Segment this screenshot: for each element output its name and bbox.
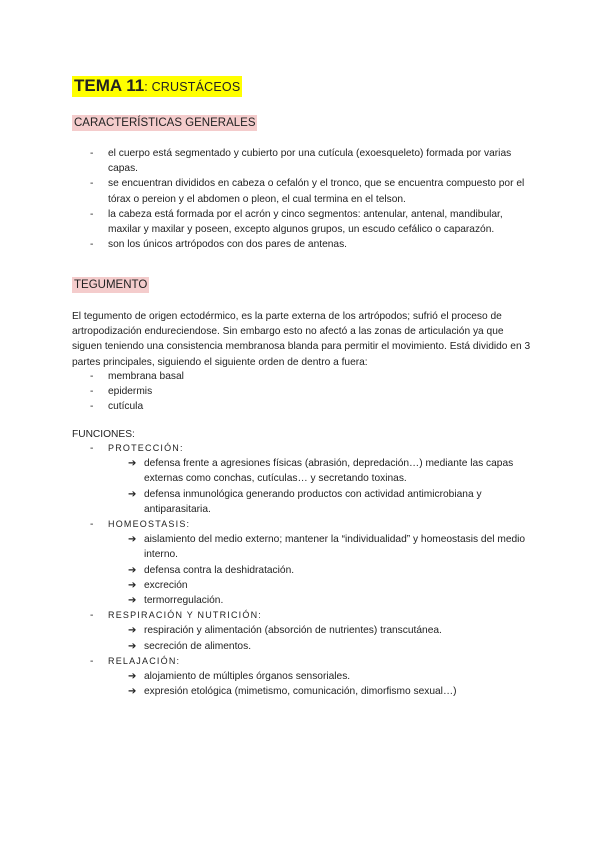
- list-item: ➔ secreción de alimentos.: [128, 639, 530, 654]
- tegumento-parts-list: [90, 369, 530, 415]
- dash-bullet: -: [90, 371, 94, 382]
- arrow-icon: ➔: [128, 488, 137, 500]
- tegumento-paragraph: El tegumento de origen ectodérmico, es la parte externa de los artrópodos; sufrió el proceso de artropodización endureciendose. Sin embargo esto no afectó a las zonas de articulación ya que siguen teniendo una consistencia membranosa blanda para permitir el movimiento. Está dividido en 3 partes principales, siguiendo el siguiente orden de dentro a fuera:: [72, 311, 531, 368]
- arrow-icon: ➔: [128, 595, 137, 607]
- function-group-heading: - HOMEOSTASIS:: [90, 517, 530, 532]
- dash-bullet: -: [90, 655, 94, 667]
- list-item: ➔ defensa contra la deshidratación.: [128, 563, 530, 578]
- function-group-homeostasis: [90, 517, 530, 608]
- page-title: [72, 76, 242, 97]
- arrow-icon: ➔: [128, 534, 137, 546]
- function-group-heading: - RESPIRACIÓN Y NUTRICIÓN:: [90, 608, 530, 623]
- funciones-groups: [90, 441, 530, 699]
- title-topic: : CRUSTÁCEOS: [144, 80, 241, 94]
- funciones-label: FUNCIONES:: [72, 429, 135, 440]
- list-item: - son los únicos artrópodos con dos pares de antenas.: [90, 237, 530, 252]
- function-items: [128, 623, 530, 653]
- list-item: ➔ alojamiento de múltiples órganos sensoriales.: [128, 669, 530, 684]
- arrow-icon: ➔: [128, 640, 137, 652]
- dash-bullet: -: [90, 239, 94, 251]
- function-items: [128, 669, 530, 699]
- list-item: ➔ excreción: [128, 578, 530, 593]
- list-item: - membrana basal: [90, 369, 530, 384]
- list-item: ➔ respiración y alimentación (absorción de nutrientes) transcutánea.: [128, 623, 530, 638]
- arrow-icon: ➔: [128, 671, 137, 683]
- list-item: ➔ defensa inmunológica generando productos con actividad antimicrobiana y antiparasitaria.: [128, 488, 482, 515]
- dash-bullet: -: [90, 386, 94, 398]
- dash-bullet: -: [90, 519, 94, 531]
- heading-caracteristicas: CARACTERÍSTICAS GENERALES: [74, 117, 256, 129]
- function-group-respiracion: [90, 608, 530, 654]
- function-group-relajacion: [90, 654, 530, 700]
- dash-bullet: -: [90, 401, 94, 413]
- dash-bullet: -: [90, 610, 94, 622]
- arrow-icon: ➔: [128, 625, 137, 637]
- function-group-heading: - PROTECCIÓN:: [90, 441, 530, 456]
- arrow-icon: ➔: [128, 579, 137, 591]
- dash-bullet: -: [90, 148, 94, 159]
- dash-bullet: -: [90, 178, 94, 190]
- caracteristicas-list: [90, 146, 530, 252]
- arrow-icon: ➔: [128, 564, 137, 576]
- list-item: - la cabeza está formada por el acrón y cinco segmentos: antenular, antenal, mandibular, maxilar y maxilar y poseen, excepto algunos grupos, un escudo cefálico o caparazón.: [90, 208, 503, 236]
- heading-tegumento: TEGUMENTO: [74, 279, 148, 291]
- list-item: ➔ aislamiento del medio externo; mantener la “individualidad” y homeostasis del medio interno.: [128, 534, 526, 561]
- function-group-heading: - RELAJACIÓN:: [90, 654, 530, 669]
- dash-bullet: -: [90, 208, 94, 220]
- list-item: - se encuentran divididos en cabeza o cefalón y el tronco, que se encuentra compuesto por el tórax o pereion y el abdomen o pleon, el cual termina en el telson.: [90, 178, 525, 205]
- list-item: ➔ defensa frente a agresiones físicas (abrasión, depredación…) mediante las capas externas como conchas, cutículas… y secretando toxinas.: [128, 458, 514, 485]
- function-items: [128, 532, 530, 608]
- dash-bullet: -: [90, 443, 94, 454]
- arrow-icon: ➔: [128, 686, 137, 698]
- list-item: - epidermis: [90, 384, 530, 399]
- function-group-proteccion: [90, 441, 530, 517]
- arrow-icon: ➔: [128, 458, 137, 470]
- list-item: ➔ expresión etológica (mimetismo, comunicación, dimorfismo sexual…): [128, 684, 530, 699]
- list-item: - el cuerpo está segmentado y cubierto por una cutícula (exoesqueleto) formada por varias capas.: [90, 148, 512, 175]
- list-item: ➔ termorregulación.: [128, 593, 530, 608]
- title-number: TEMA 11: [74, 76, 145, 95]
- list-item: - cutícula: [90, 399, 530, 414]
- function-items: [128, 456, 530, 517]
